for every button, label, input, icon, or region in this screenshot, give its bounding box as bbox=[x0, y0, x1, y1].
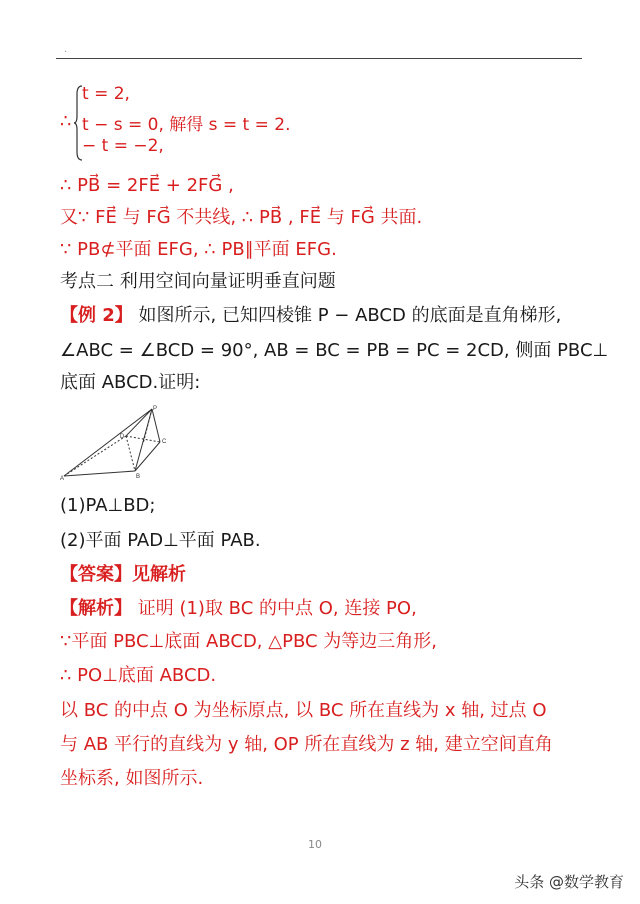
question-2: (2)平面 PAD⊥平面 PAB. bbox=[60, 530, 261, 551]
example-2-line-1 bbox=[60, 304, 561, 328]
example-text: 如图所示, 已知四棱锥 P − ABCD 的底面是直角梯形, bbox=[138, 305, 562, 326]
label-b: B bbox=[136, 474, 141, 480]
analysis-text: 证明 (1)取 BC 的中点 O, 连接 PO, bbox=[137, 598, 417, 619]
parallel-conclusion: ∵ PB⊄平面 EFG, ∴ PB∥平面 EFG. bbox=[60, 239, 337, 260]
page-number: 10 bbox=[308, 838, 322, 851]
label-p: P bbox=[153, 406, 158, 412]
example-2-line-2: ∠ABC = ∠BCD = 90°, AB = BC = PB = PC = 2CD, 侧面 PBC⊥ bbox=[60, 340, 609, 361]
therefore-symbol: ∴ bbox=[60, 111, 72, 132]
watermark: 头条 @数学教育 bbox=[514, 873, 624, 891]
analysis-line-3: ∴ PO⊥底面 ABCD. bbox=[60, 665, 217, 686]
analysis-line-6: 坐标系, 如图所示. bbox=[60, 768, 204, 789]
header-rule bbox=[56, 58, 582, 59]
question-1: (1)PA⊥BD; bbox=[60, 495, 156, 516]
coplanar-statement: 又∵ FE⃗ 与 FG⃗ 不共线, ∴ PB⃗ , FE⃗ 与 FG⃗ 共面. bbox=[60, 207, 423, 228]
section-heading: 考点二 利用空间向量证明垂直问题 bbox=[60, 271, 336, 292]
analysis-tag: 【解析】 bbox=[60, 598, 132, 619]
analysis-line-1 bbox=[60, 597, 417, 621]
label-c: C bbox=[162, 439, 167, 445]
pyramid-figure bbox=[60, 404, 178, 482]
equation-system bbox=[60, 84, 460, 164]
analysis-line-2: ∵平面 PBC⊥底面 ABCD, △PBC 为等边三角形, bbox=[60, 631, 437, 652]
example-tag: 【例 2】 bbox=[60, 305, 133, 326]
analysis-line-4: 以 BC 的中点 O 为坐标原点, 以 BC 所在直线为 x 轴, 过点 O bbox=[60, 700, 547, 721]
header-dot: . bbox=[64, 44, 68, 55]
answer-line: 【答案】见解析 bbox=[60, 564, 186, 585]
equation-line-3: − t = −2, bbox=[82, 136, 164, 156]
label-a: A bbox=[60, 476, 65, 482]
example-2-line-3: 底面 ABCD.证明: bbox=[60, 372, 201, 393]
analysis-line-5: 与 AB 平行的直线为 y 轴, OP 所在直线为 z 轴, 建立空间直角 bbox=[60, 734, 553, 755]
vector-equation: ∴ PB⃗ = 2FE⃗ + 2FG⃗ , bbox=[60, 175, 234, 196]
equation-line-2: t − s = 0, 解得 s = t = 2. bbox=[82, 115, 291, 135]
label-d: D bbox=[120, 434, 125, 440]
equation-line-1: t = 2, bbox=[82, 84, 130, 104]
